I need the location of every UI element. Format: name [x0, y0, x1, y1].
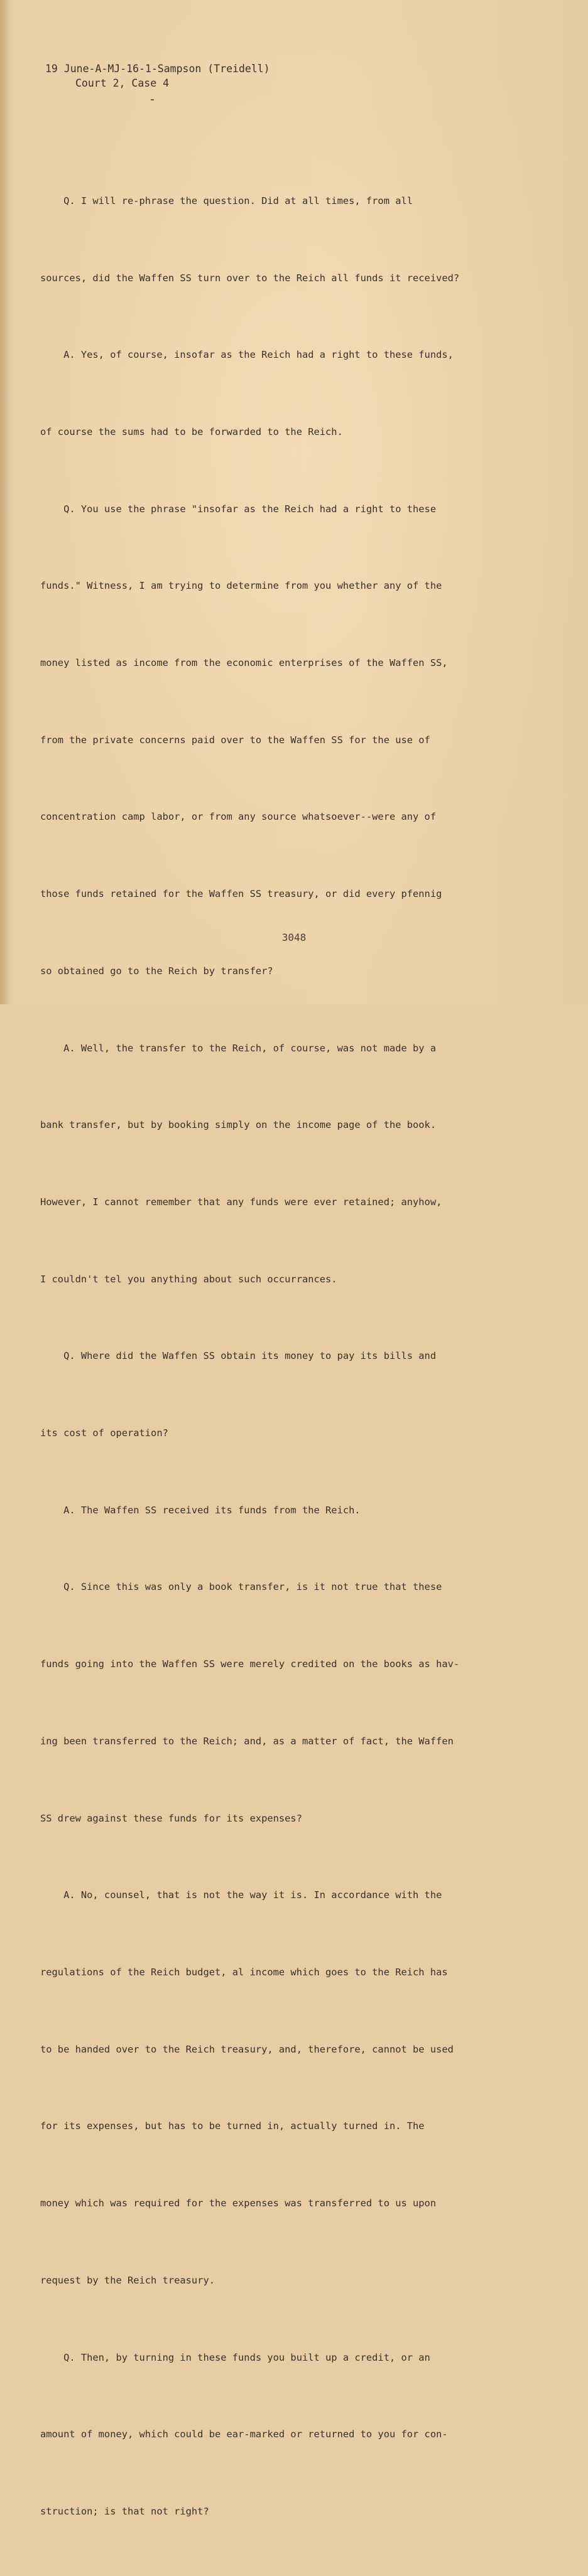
transcript-line: its cost of operation?	[40, 1427, 168, 1439]
transcript-line: those funds retained for the Waffen SS treasury, or did every pfennig	[40, 888, 442, 900]
transcript-line: A. The Waffen SS received its funds from the Reich.	[40, 1504, 361, 1516]
transcript-line: to be handed over to the Reich treasury, and, therefore, cannot be used	[40, 2043, 454, 2055]
transcript-line: Q. I will re-phrase the question. Did at all times, from all	[40, 195, 413, 207]
transcript-line: However, I cannot remember that any funds were ever retained; anyhow,	[40, 1196, 442, 1208]
transcript-line: amount of money, which could be ear-marked or returned to you for con-	[40, 2428, 448, 2440]
transcript-line: of course the sums had to be forwarded to the Reich.	[40, 426, 343, 437]
transcript-line: money listed as income from the economic enterprises of the Waffen SS,	[40, 657, 448, 669]
header-case-reference: 19 June-A-MJ-16-1-Sampson (Treidell)	[45, 63, 270, 75]
transcript-line: Q. Where did the Waffen SS obtain its money to pay its bills and	[40, 1350, 437, 1362]
transcript-line: I couldn't tel you anything about such occurrances.	[40, 1273, 337, 1285]
transcript-line: A. No, counsel, that is not the way it is. In accordance with the	[40, 1889, 442, 1901]
transcript-line: SS drew against these funds for its expenses?	[40, 1812, 302, 1824]
transcript-line: A. Well, the transfer to the Reich, of course, was not made by a	[40, 1042, 437, 1054]
transcript-line: money which was required for the expenses was transferred to us upon	[40, 2198, 437, 2209]
page-edge-shadow	[0, 0, 9, 1004]
transcript-line: so obtained go to the Reich by transfer?	[40, 965, 273, 977]
transcript-body	[40, 137, 505, 2576]
transcript-line: request by the Reich treasury.	[40, 2274, 215, 2286]
page-number: 3048	[281, 931, 307, 943]
document-header	[45, 62, 270, 90]
transcript-line: ing been transferred to the Reich; and, as a matter of fact, the Waffen	[40, 1735, 454, 1747]
transcript-line: funds." Witness, I am trying to determine from you whether any of the	[40, 580, 442, 592]
transcript-line: Q. Since this was only a book transfer, is it not true that these	[40, 1581, 442, 1593]
transcript-line: Q. You use the phrase "insofar as the Reich had a right to these	[40, 503, 437, 515]
transcript-line: from the private concerns paid over to the Waffen SS for the use of	[40, 734, 430, 746]
transcript-line: regulations of the Reich budget, al income which goes to the Reich has	[40, 1966, 448, 1978]
transcript-line: for its expenses, but has to be turned in, actually turned in. The	[40, 2120, 425, 2132]
transcript-line: funds going into the Waffen SS were merely credited on the books as hav-	[40, 1658, 460, 1670]
transcript-line: concentration camp labor, or from any source whatsoever--were any of	[40, 811, 437, 823]
transcript-line: A. Yes, of course, insofar as the Reich had a right to these funds,	[40, 349, 454, 361]
transcript-line: bank transfer, but by booking simply on the income page of the book.	[40, 1119, 437, 1131]
header-court-case: Court 2, Case 4	[75, 77, 170, 89]
transcript-line: struction; is that not right?	[40, 2505, 209, 2517]
transcript-line: sources, did the Waffen SS turn over to the Reich all funds it received?	[40, 272, 460, 284]
header-mark	[151, 99, 154, 100]
transcript-line: Q. Then, by turning in these funds you built up a credit, or an	[40, 2351, 430, 2363]
